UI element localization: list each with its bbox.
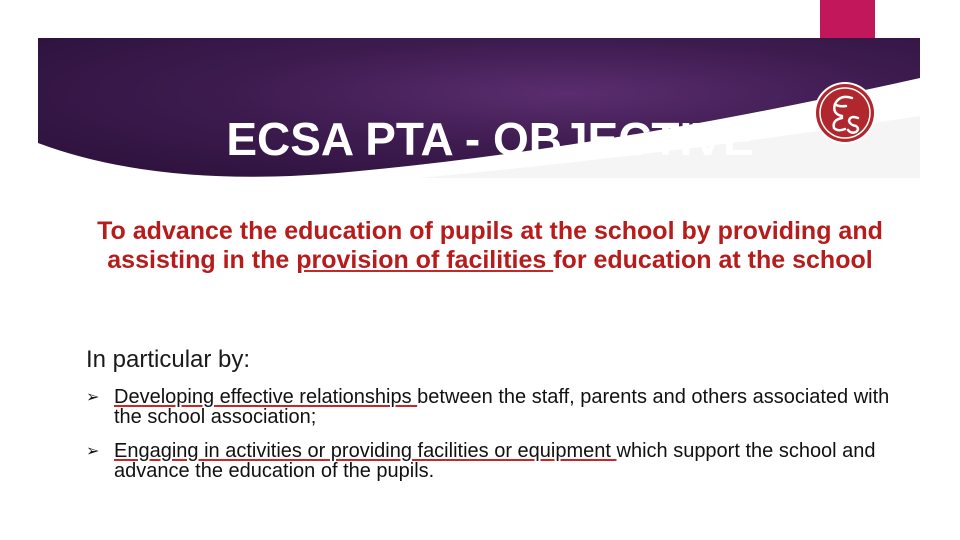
arrow-bullet-icon: ➢ (86, 443, 100, 460)
objective-text-part2: for education at the school (553, 246, 873, 274)
objective-statement (60, 217, 920, 275)
objective-underlined-phrase: provision of facilities (296, 246, 554, 274)
bullet-underlined-phrase: Developing effective relationships (114, 386, 418, 408)
bullet-text: between the staff, parents and others associated with the school association; (114, 386, 890, 428)
objective-text-part1: To advance the education of pupils at the school by providing and assisting in the (97, 217, 883, 274)
arrow-bullet-icon: ➢ (86, 389, 100, 406)
intro-text: In particular by: (86, 346, 251, 373)
objectives-list (86, 387, 906, 495)
list-item (86, 387, 906, 427)
slide-title: ECSA PTA - OBJECTIVE (226, 113, 754, 165)
bullet-underlined-phrase: Engaging in activities or providing facilities or equipment (114, 440, 617, 462)
school-logo-icon (812, 80, 878, 146)
list-item (86, 441, 906, 481)
bullet-text: which support the school and advance the education of the pupils. (114, 440, 876, 482)
